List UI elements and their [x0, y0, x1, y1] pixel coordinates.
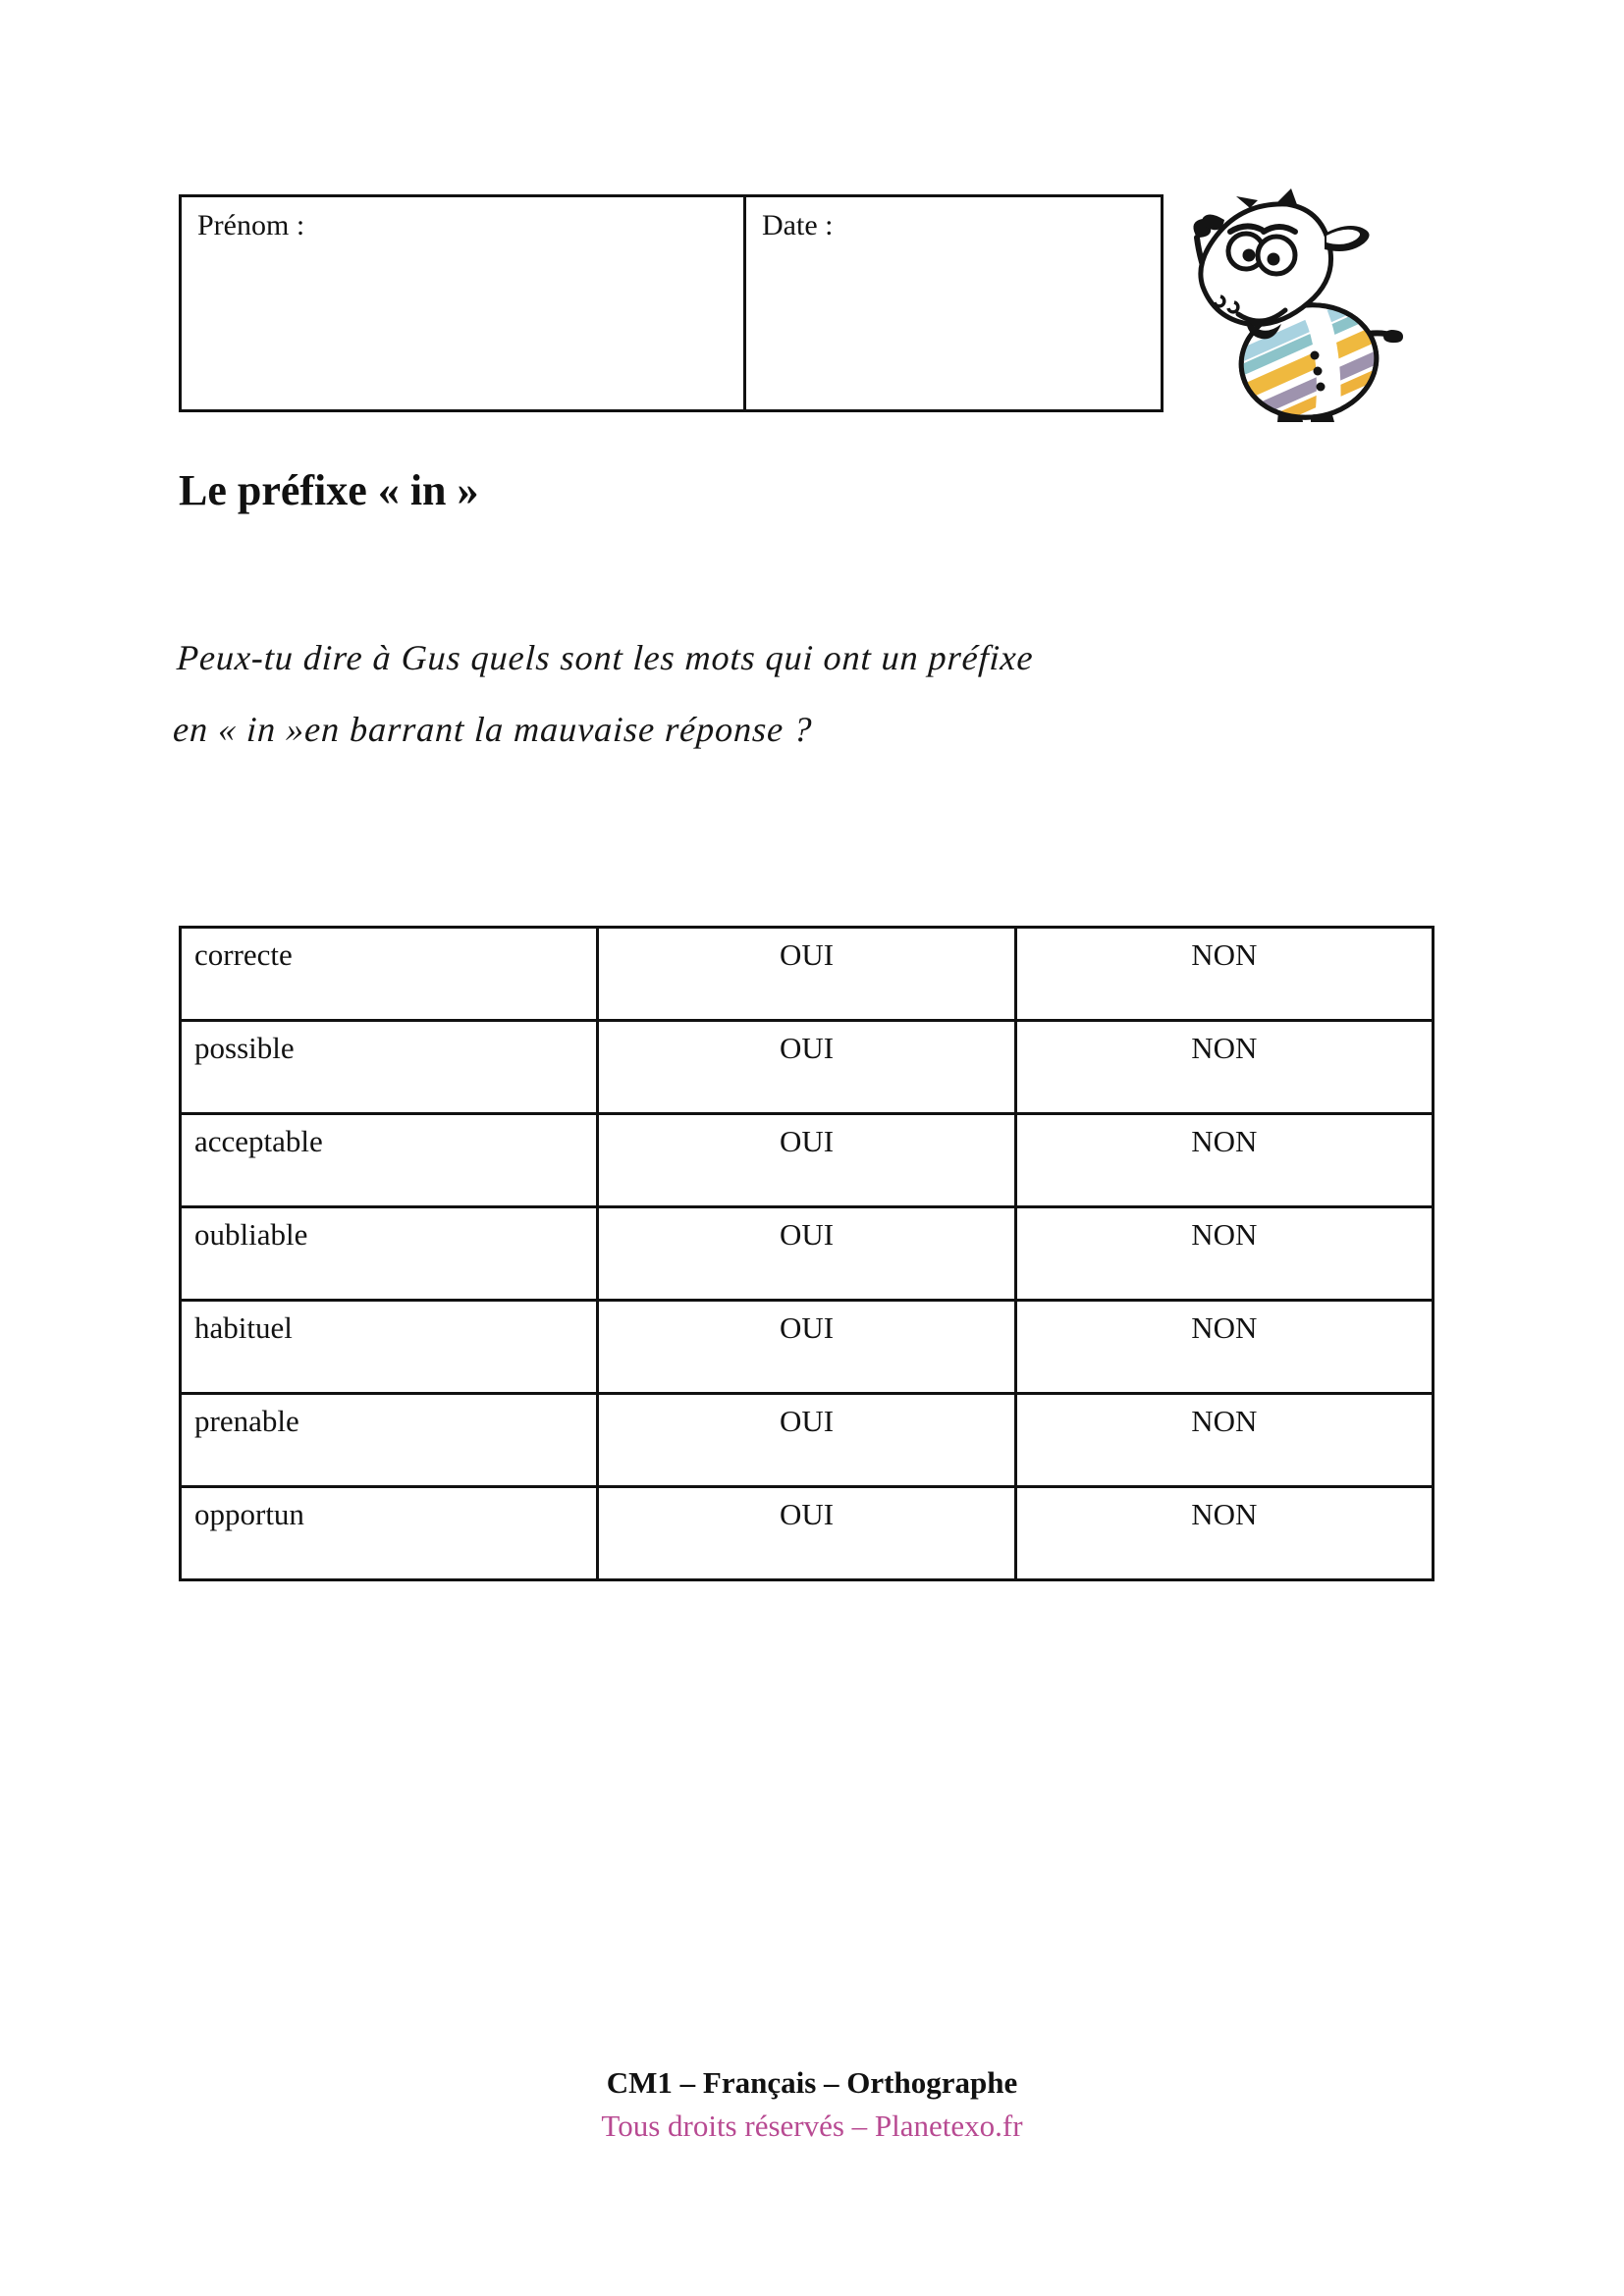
non-cell[interactable]: NON [1015, 1021, 1433, 1114]
table-row [181, 928, 1434, 1021]
oui-cell[interactable]: OUI [598, 1487, 1015, 1580]
non-cell[interactable]: NON [1015, 1114, 1433, 1207]
word-cell: habituel [181, 1301, 598, 1394]
prenom-field[interactable] [182, 197, 746, 409]
answer-table [179, 926, 1435, 1581]
non-cell[interactable]: NON [1015, 928, 1433, 1021]
oui-cell[interactable]: OUI [598, 1021, 1015, 1114]
table-row [181, 1487, 1434, 1580]
word-cell: opportun [181, 1487, 598, 1580]
instruction-text [171, 622, 1416, 766]
instruction-line-1: Peux-tu dire à Gus quels sont les mots qui ont un préfixe [176, 638, 1035, 677]
word-cell: correcte [181, 928, 598, 1021]
prenom-label: Prénom : [197, 209, 305, 241]
table-row [181, 1301, 1434, 1394]
word-cell: acceptable [181, 1114, 598, 1207]
non-cell[interactable]: NON [1015, 1207, 1433, 1301]
table-row [181, 1394, 1434, 1487]
table-row [181, 1114, 1434, 1207]
non-cell[interactable]: NON [1015, 1487, 1433, 1580]
header-name-date-box [179, 194, 1164, 412]
oui-cell[interactable]: OUI [598, 1207, 1015, 1301]
non-cell[interactable]: NON [1015, 1301, 1433, 1394]
footer-course-label: CM1 – Français – Orthographe [606, 2065, 1018, 2100]
word-cell: prenable [181, 1394, 598, 1487]
goat-mascot-icon [1181, 187, 1407, 427]
instruction-line-2: en « in »en barrant la mauvaise réponse ? [172, 710, 814, 749]
table-row [181, 1021, 1434, 1114]
date-label: Date : [762, 209, 834, 241]
non-cell[interactable]: NON [1015, 1394, 1433, 1487]
word-cell: possible [181, 1021, 598, 1114]
page-title: Le préfixe « in » [179, 466, 479, 514]
oui-cell[interactable]: OUI [598, 928, 1015, 1021]
footer-copyright: Tous droits réservés – Planetexo.fr [601, 2109, 1023, 2143]
oui-cell[interactable]: OUI [598, 1114, 1015, 1207]
oui-cell[interactable]: OUI [598, 1301, 1015, 1394]
table-row [181, 1207, 1434, 1301]
date-field[interactable] [746, 197, 1161, 409]
oui-cell[interactable]: OUI [598, 1394, 1015, 1487]
word-cell: oubliable [181, 1207, 598, 1301]
